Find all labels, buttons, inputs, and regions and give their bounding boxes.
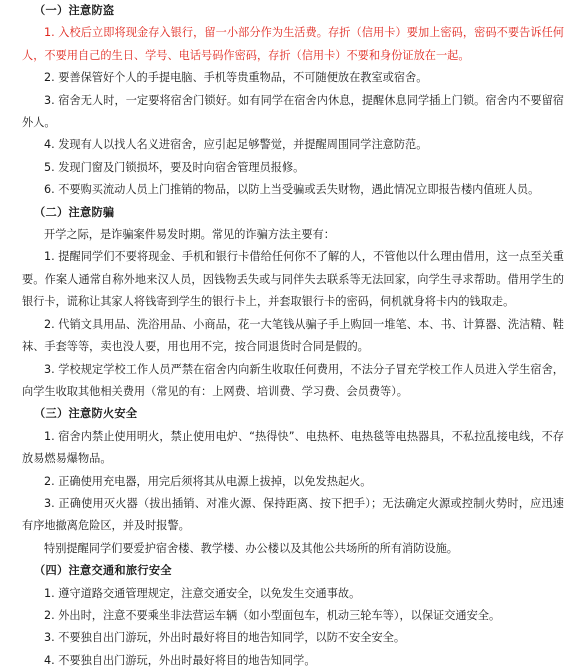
- section-traffic: [22, 560, 564, 672]
- section-fire: [22, 403, 564, 560]
- paragraph: 2. 代销文具用品、洗浴用品、小商品，花一大笔钱从骗子手上购回一堆笔、本、书、计算器、洗洁精、鞋袜、手套等等，卖也没人要，用也用不完，按合同退货时合同是假的。: [22, 317, 564, 354]
- paragraph: 开学之际，是诈骗案件易发时期。常见的诈骗方法主要有：: [44, 228, 335, 242]
- paragraph: 1. 提醒同学们不要将现金、手机和银行卡借给任何你不了解的人，不管他以什么理由借用，这一点至关重要。作案人通常自称外地来汉人员，因钱物丢失或与同伴失去联系等无法回家，向学生寻求帮助。借用学生的银行卡，谎称让其家人将钱寄到学生的银行卡上，并套取银行卡的密码，伺机就身将卡内的钱取走。: [22, 250, 564, 309]
- paragraph: 2. 外出时，注意不要乘坐非法营运车辆（如小型面包车，机动三轮车等），以保证交通安全。: [44, 608, 501, 622]
- paragraph: 6. 不要购买流动人员上门推销的物品，以防上当受骗或丢失财物，遇此情况立即报告楼内值班人员。: [44, 183, 540, 197]
- paragraph: 3. 正确使用灭火器（拔出插销、对准火源、保持距离、按下把手）；无法确定火源或控制火势时，应迅速有序地撤离危险区，并及时报警。: [22, 496, 564, 533]
- section-theft: [22, 0, 564, 202]
- paragraph: 4. 不要独自出门游玩，外出时最好将目的地告知同学。: [44, 653, 316, 667]
- paragraph: 2. 要善保管好个人的手提电脑、手机等贵重物品，不可随便放在教室或宿舍。: [44, 71, 428, 85]
- paragraph: 1. 入校后立即将现金存入银行，留一小部分作为生活费。存折（信用卡）要加上密码，密码不要告诉任何人，不要用自己的生日、学号、电话号码作密码，存折（信用卡）不要和身份证放在一起。: [22, 26, 564, 62]
- section-heading: （二）注意防骗: [34, 205, 115, 219]
- section-heading: （三）注意防火安全: [34, 407, 138, 421]
- section-heading: （四）注意交通和旅行安全: [34, 564, 172, 578]
- paragraph: 3. 不要独自出门游玩，外出时最好将目的地告知同学，以防不安全安全。: [44, 631, 406, 645]
- paragraph: 3. 宿舍无人时，一定要将宿舍门锁好。如有同学在宿舍内休息，提醒休息同学插上门锁。宿舍内不要留宿外人。: [22, 93, 564, 130]
- paragraph: 4. 发现有人以找人名义进宿舍，应引起足够警觉，并提醒周围同学注意防范。: [44, 138, 428, 152]
- paragraph: 1. 宿舍内禁止使用明火，禁止使用电炉、“热得快”、电热杯、电热毯等电热器具，不私拉乱接电线，不存放易燃易爆物品。: [22, 429, 564, 466]
- section-heading: （一）注意防盗: [34, 4, 115, 17]
- paragraph: 2. 正确使用充电器，用完后须将其从电源上拔掉，以免发热起火。: [44, 474, 372, 488]
- paragraph: 5. 发现门窗及门锁损坏，要及时向宿舍管理员报修。: [44, 160, 305, 174]
- paragraph: 特别提醒同学们要爱护宿舍楼、教学楼、办公楼以及其他公共场所的所有消防设施。: [44, 541, 458, 555]
- paragraph: 1. 遵守道路交通管理规定，注意交通安全，以免发生交通事故。: [44, 586, 361, 600]
- section-fraud: [22, 202, 564, 404]
- paragraph: 3. 学校规定学校工作人员严禁在宿舍内向新生收取任何费用，不法分子冒充学校工作人员进入学生宿舍，向学生收取其他相关费用（常见的有：上网费、培训费、学习费、会员费等）。: [22, 362, 564, 398]
